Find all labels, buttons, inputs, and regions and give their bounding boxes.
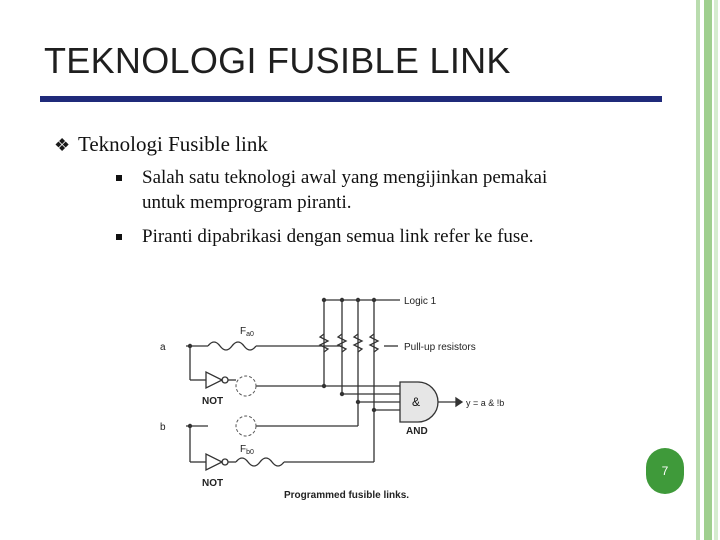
output-equation: y = a & !b xyxy=(466,398,505,408)
square-bullet-icon xyxy=(116,234,122,240)
not-gate-2-label: NOT xyxy=(202,478,224,489)
sub-bullet-1-line-1: Salah satu teknologi awal yang mengijinkan pemakai xyxy=(142,167,548,188)
frame-bar-inner xyxy=(704,0,712,540)
and-gate-label: AND xyxy=(406,426,428,437)
main-bullet xyxy=(54,132,268,157)
input-b-label: b xyxy=(160,422,166,433)
slide-frame-right xyxy=(680,0,720,540)
input-a-label: a xyxy=(160,342,166,353)
fuse-a-label xyxy=(240,326,254,338)
sub-bullet-2-text: Piranti dipabrikasi dengan semua link refer ke fuse. xyxy=(142,226,534,247)
fuse-a-letter: F xyxy=(240,326,247,337)
fusible-link-circuit-diagram xyxy=(160,290,505,501)
pull-up-label: Pull-up resistors xyxy=(404,342,476,353)
and-gate-symbol: & xyxy=(412,395,421,409)
fuse-b-label xyxy=(240,444,254,456)
frame-bar-outer xyxy=(696,0,700,540)
sub-bullet-1-line-2: untuk memprogram piranti. xyxy=(142,192,352,213)
page-number-badge: 7 xyxy=(646,448,684,494)
frame-bar-light xyxy=(714,0,718,540)
fuse-b-subscript: b0 xyxy=(246,449,254,456)
fuse-a-subscript: a0 xyxy=(246,331,254,338)
fuse-b-letter: F xyxy=(240,444,247,455)
title-underline xyxy=(40,96,662,102)
diagram-caption: Programmed fusible links. xyxy=(284,490,410,501)
diamond-bullet-icon: ❖ xyxy=(54,135,71,155)
logic-1-label: Logic 1 xyxy=(404,296,437,307)
main-bullet-text: Teknologi Fusible link xyxy=(78,132,268,156)
square-bullet-icon xyxy=(116,175,122,181)
slide-title: TEKNOLOGI FUSIBLE LINK xyxy=(44,40,511,81)
not-gate-1-label: NOT xyxy=(202,396,224,407)
